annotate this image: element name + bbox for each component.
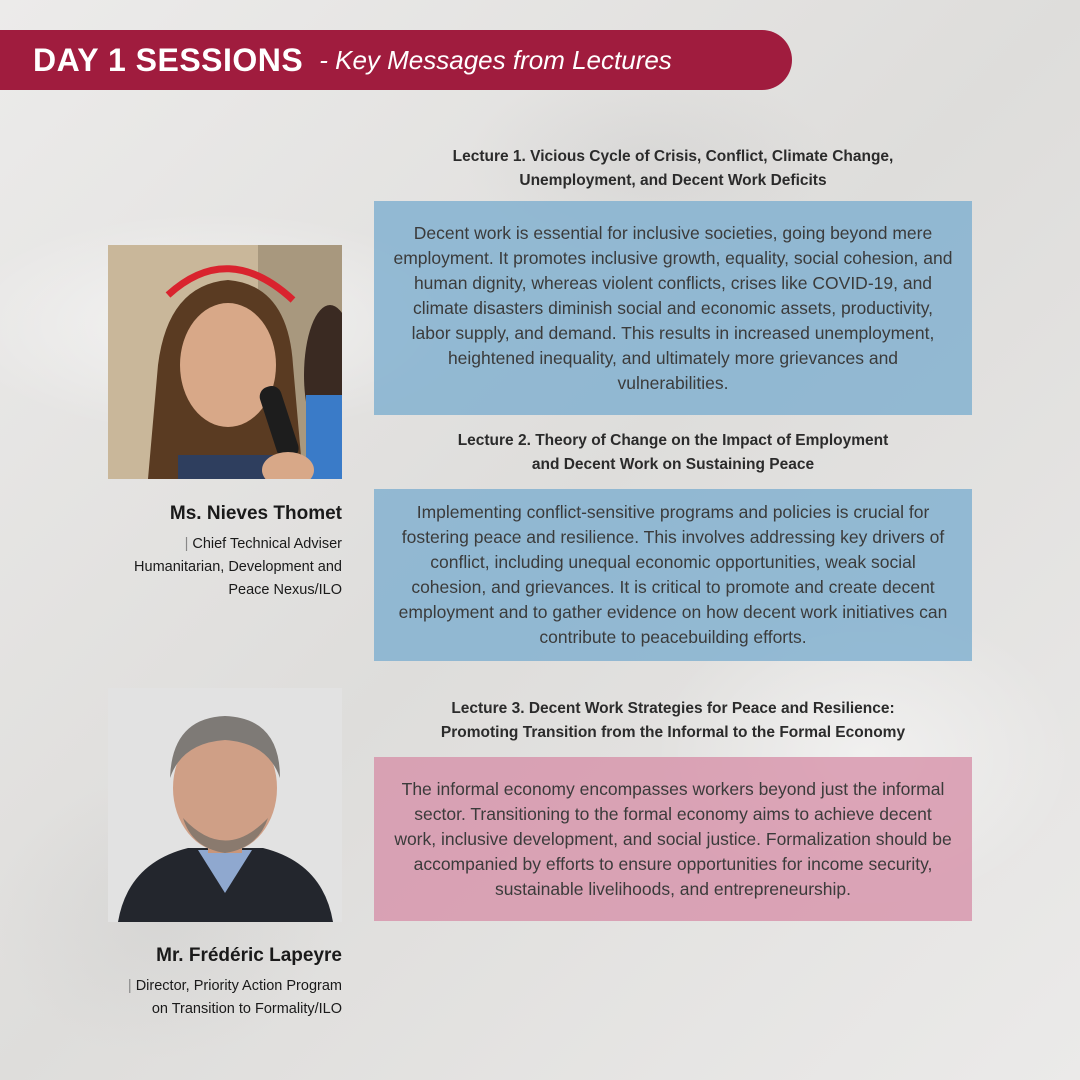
lecture-2-summary-text: Implementing conflict-sensitive programs and policies is crucial for fostering peace and resilience. This involves addressing key drivers of conflict, including unequal economic opportunities, weak social cohesion, and grievances. It is critical to promote and create decent employment and to gather evidence on how decent work initiatives can contribute to peacebuilding efforts. xyxy=(398,502,948,647)
speaker-photo-frederic-lapeyre xyxy=(108,688,342,922)
lecture-1-summary-text: Decent work is essential for inclusive societies, going beyond mere employment. It promotes inclusive growth, equality, social cohesion, and human dignity, whereas violent conflicts, crises like COVID-19, and climate disasters diminish social and economic assets, productivity, labor supply, and demand. This results in increased unemployment, heightened inequality, and ultimately more grievances and vulnerabilities. xyxy=(393,222,953,393)
lecture-title-line: Lecture 3. Decent Work Strategies for Peace and Resilience: xyxy=(451,700,895,717)
speaker-card-frederic-lapeyre xyxy=(60,945,342,1021)
speaker-portrait-image xyxy=(108,688,342,922)
speaker-portrait-image xyxy=(108,245,342,479)
speaker-role-line: Director, Priority Action Program xyxy=(135,978,342,994)
speaker-name: Ms. Nieves Thomet xyxy=(169,503,342,524)
page-title: DAY 1 SESSIONS xyxy=(33,41,304,78)
lecture-title-line: and Decent Work on Sustaining Peace xyxy=(531,456,815,473)
speaker-role-line: Humanitarian, Development and xyxy=(134,559,342,575)
speaker-role xyxy=(60,533,342,602)
header-banner xyxy=(0,30,792,90)
lecture-2-summary-box xyxy=(374,489,972,661)
lecture-title-line: Unemployment, and Decent Work Deficits xyxy=(519,172,827,189)
lecture-3-title xyxy=(374,697,972,745)
speaker-role-line: Chief Technical Adviser xyxy=(192,536,342,552)
divider-bar: | xyxy=(184,536,189,552)
speaker-name: Mr. Frédéric Lapeyre xyxy=(156,945,342,966)
lecture-title-line: Promoting Transition from the Informal to the Formal Economy xyxy=(440,724,906,741)
speaker-card-nieves-thomet xyxy=(60,503,342,602)
speaker-role-line: Peace Nexus/ILO xyxy=(228,582,342,598)
page-subtitle: - Key Messages from Lectures xyxy=(319,44,672,75)
lecture-2-title xyxy=(374,429,972,477)
speaker-photo-nieves-thomet xyxy=(108,245,342,479)
lecture-3-summary-text: The informal economy encompasses workers beyond just the informal sector. Transitioning to the formal economy aims to achieve decent work, inclusive development, and social justice. Formalization should be accompanied by efforts to ensure opportunities for income security, sustainable livelihoods, and entrepreneurship. xyxy=(394,778,952,899)
lecture-title-line: Lecture 2. Theory of Change on the Impact of Employment xyxy=(457,432,889,449)
speaker-role-line: on Transition to Formality/ILO xyxy=(151,1001,342,1017)
lecture-1-title xyxy=(374,145,972,193)
lecture-3-summary-box xyxy=(374,757,972,921)
divider-bar: | xyxy=(127,978,132,994)
lecture-title-line: Lecture 1. Vicious Cycle of Crisis, Conflict, Climate Change, xyxy=(452,148,894,165)
speaker-role xyxy=(60,975,342,1021)
lecture-1-summary-box xyxy=(374,201,972,415)
